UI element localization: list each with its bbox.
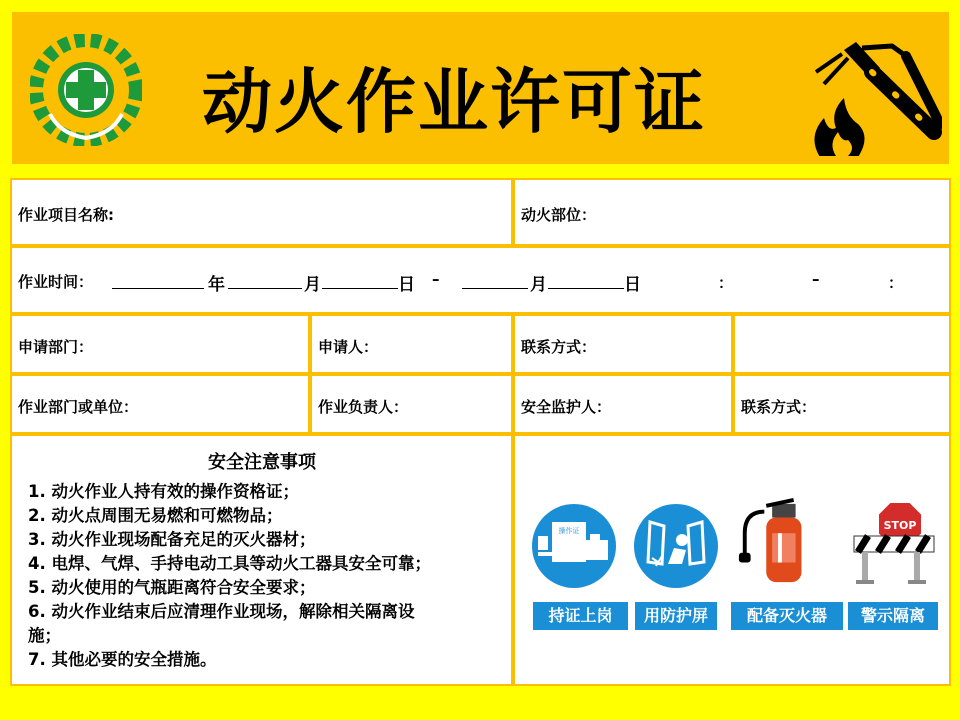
permit-badge-text: 操作证 bbox=[558, 527, 580, 535]
work-unit-label: 作业部门或单位： bbox=[18, 398, 139, 416]
applicant-cell[interactable] bbox=[312, 316, 511, 372]
sign-label-permit: 持证上岗 bbox=[533, 602, 628, 630]
time-range-dash: – bbox=[812, 270, 820, 288]
safety-note-item: 1. 动火作业人持有效的操作资格证； bbox=[28, 482, 299, 501]
safety-notes-title: 安全注意事项 bbox=[208, 452, 316, 473]
safety-note-item: 5. 动火使用的气瓶距离符合安全要求； bbox=[28, 578, 316, 597]
time-colon-1: ： bbox=[718, 274, 734, 292]
end-day-blank[interactable] bbox=[548, 288, 624, 289]
work-time-cell[interactable] bbox=[12, 248, 949, 312]
contact2-label: 联系方式： bbox=[741, 398, 817, 416]
contact-cell[interactable] bbox=[515, 316, 731, 372]
safety-cross-gear-icon bbox=[30, 34, 142, 146]
applicant-label: 申请人： bbox=[318, 338, 379, 356]
header-banner bbox=[12, 12, 949, 164]
safety-notes-cell bbox=[12, 436, 511, 684]
sign-label-isolation: 警示隔离 bbox=[848, 602, 938, 630]
day-label: 日 bbox=[398, 275, 415, 295]
safety-note-item: 2. 动火点周围无易燃和可燃物品； bbox=[28, 506, 283, 525]
work-leader-label: 作业负责人： bbox=[318, 398, 409, 416]
safety-note-item: 3. 动火作业现场配备充足的灭火器材； bbox=[28, 530, 316, 549]
work-unit-cell[interactable] bbox=[12, 376, 308, 432]
sign-label-extinguisher: 配备灭火器 bbox=[731, 602, 843, 630]
date-range-dash: – bbox=[432, 270, 440, 288]
year-label: 年 bbox=[208, 275, 225, 295]
contact-label: 联系方式： bbox=[521, 338, 597, 356]
stop-barrier-icon bbox=[848, 500, 936, 588]
safety-note-item: 7. 其他必要的安全措施。 bbox=[28, 650, 217, 669]
fire-location-cell[interactable] bbox=[515, 180, 949, 244]
time-colon-2: ： bbox=[888, 274, 904, 292]
year-blank[interactable] bbox=[112, 288, 204, 289]
work-leader-cell[interactable] bbox=[312, 376, 511, 432]
end-day-label: 日 bbox=[624, 275, 641, 295]
safety-note-item: 6. 动火作业结束后应清理作业现场，解除相关隔离设 bbox=[28, 602, 415, 621]
contact-value-cell[interactable] bbox=[735, 316, 949, 372]
project-name-cell[interactable] bbox=[12, 180, 511, 244]
sign-label-screen: 用防护屏 bbox=[635, 602, 717, 630]
project-name-label: 作业项目名称: bbox=[18, 206, 114, 224]
work-time-label: 作业时间： bbox=[18, 273, 94, 291]
safety-note-item: 施； bbox=[28, 626, 61, 645]
month-label: 月 bbox=[304, 275, 321, 295]
contact2-cell[interactable] bbox=[735, 376, 949, 432]
day-blank[interactable] bbox=[322, 288, 398, 289]
fire-location-label: 动火部位： bbox=[521, 206, 597, 224]
permit-badge-icon bbox=[530, 502, 618, 590]
stop-sign-text: STOP bbox=[883, 519, 917, 532]
safety-monitor-label: 安全监护人： bbox=[521, 398, 612, 416]
apply-dept-label: 申请部门： bbox=[18, 338, 94, 356]
safety-note-item: 4. 电焊、气焊、手持电动工具等动火工器具安全可靠； bbox=[28, 554, 431, 573]
end-month-label: 月 bbox=[530, 275, 547, 295]
fire-extinguisher-icon bbox=[734, 498, 822, 586]
safety-monitor-cell[interactable] bbox=[515, 376, 731, 432]
apply-dept-cell[interactable] bbox=[12, 316, 308, 372]
page-title: 动火作业许可证 bbox=[202, 61, 706, 143]
month-blank[interactable] bbox=[228, 288, 302, 289]
protective-screen-icon bbox=[632, 502, 720, 590]
welding-torch-fire-icon bbox=[802, 28, 942, 156]
end-month-blank[interactable] bbox=[462, 288, 528, 289]
